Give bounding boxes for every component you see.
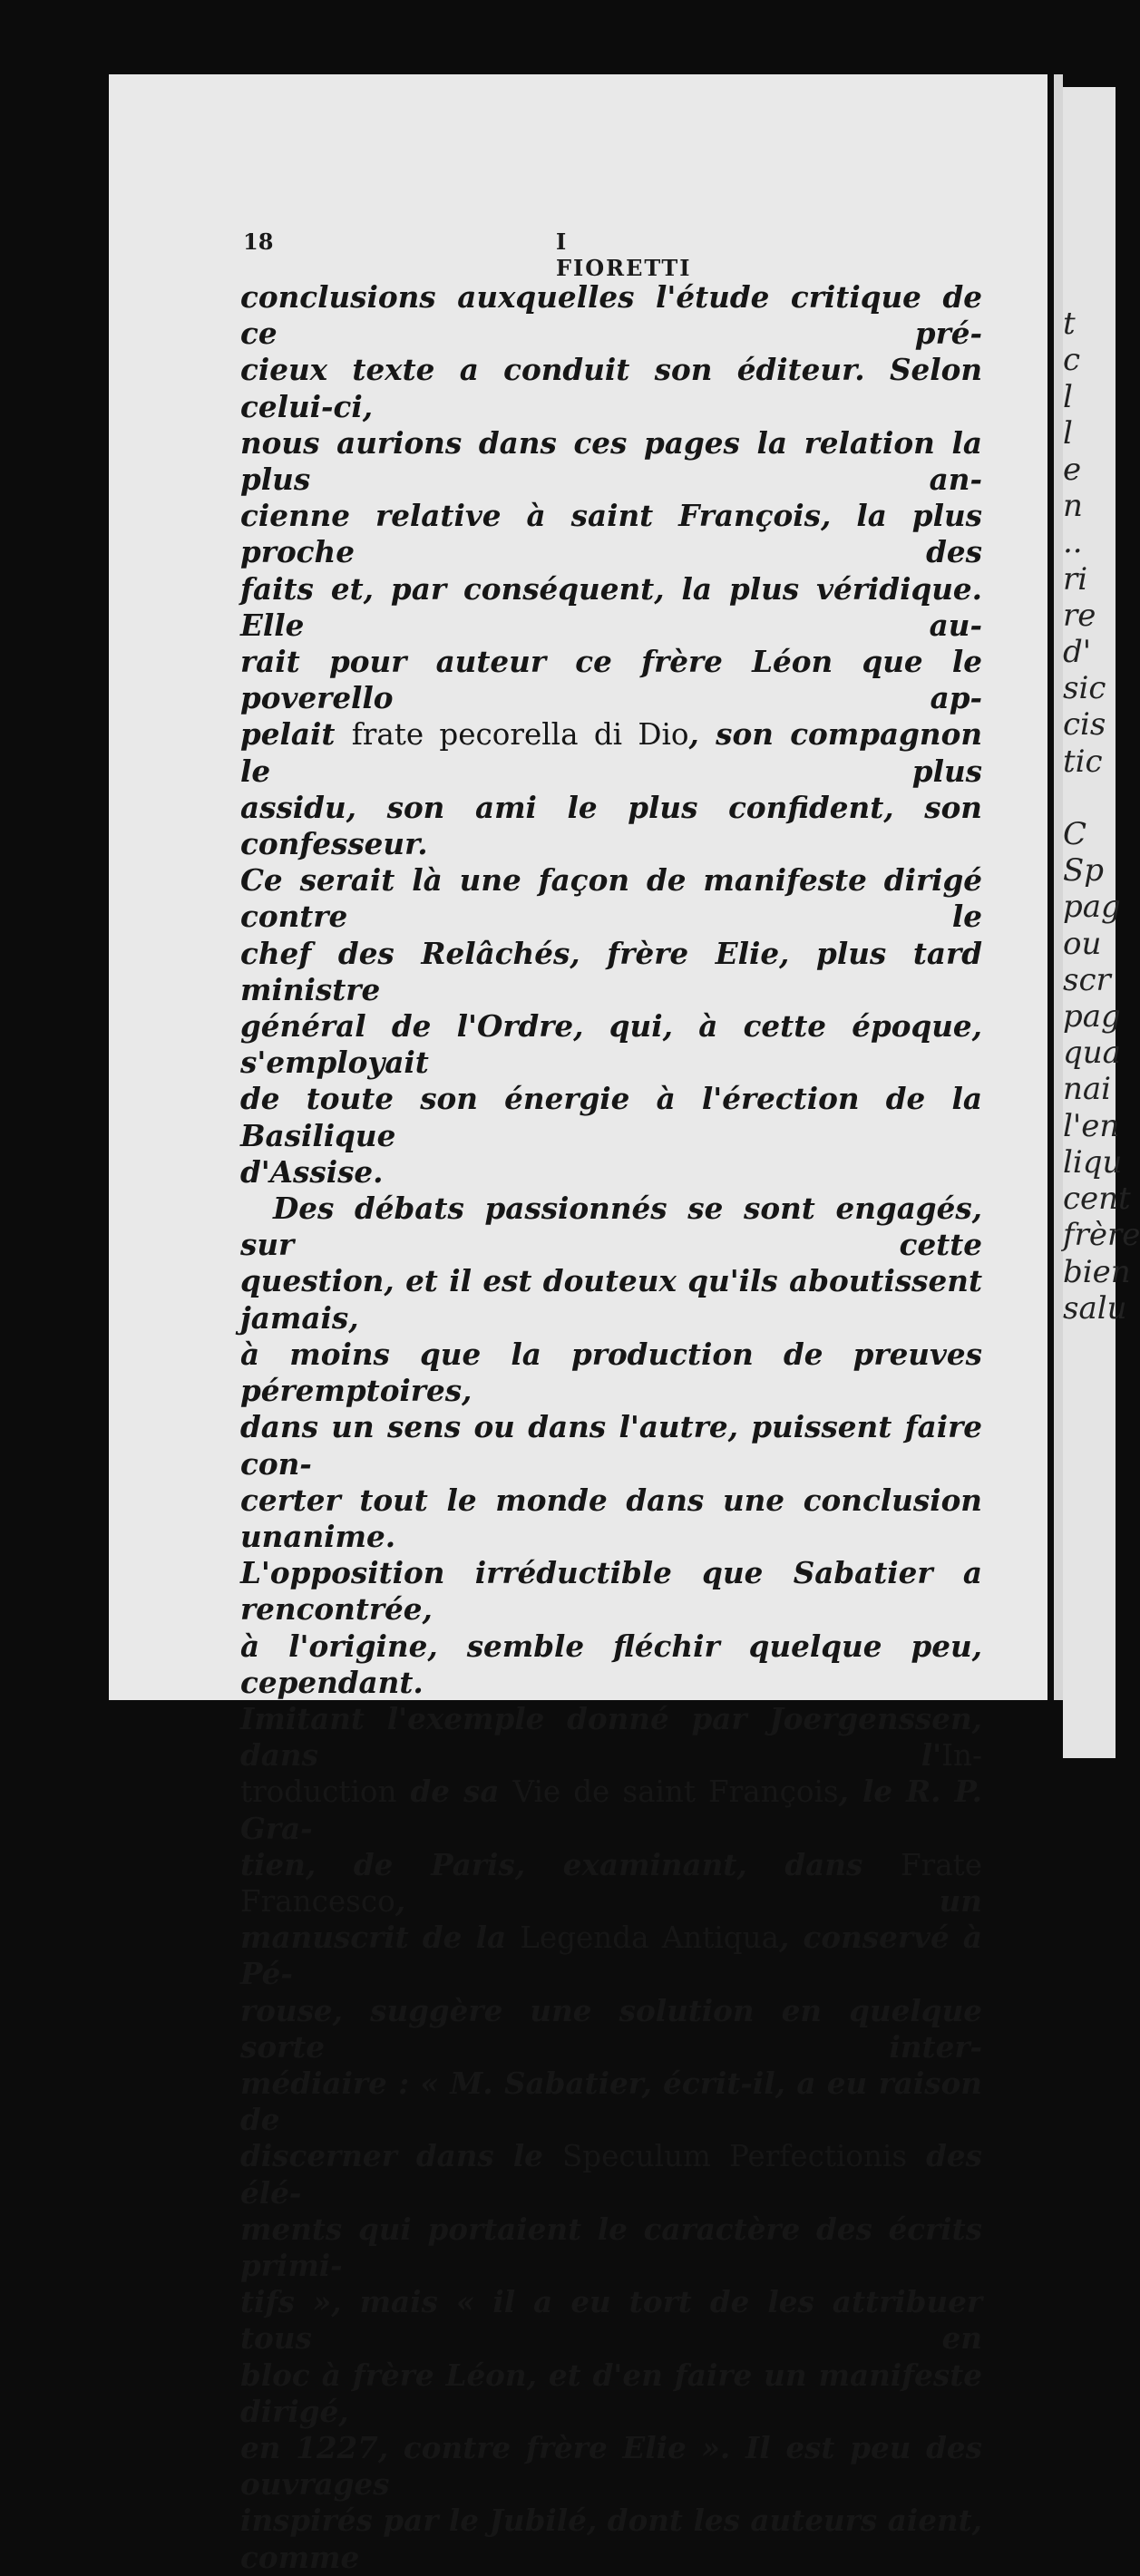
text-line: dans un sens ou dans l'autre, puissent faire con- xyxy=(240,1409,982,1482)
text-line: ments qui portaient le caractère des écrits primi- xyxy=(240,2211,982,2283)
italic-text: , conservé à Pé- xyxy=(240,1920,982,1992)
text-line xyxy=(240,1847,982,1920)
roman-text: Frate Francesco xyxy=(240,1847,982,1919)
page-number: 18 xyxy=(243,228,274,255)
italic-text: discerner dans le xyxy=(240,2138,562,2174)
text-line: général de l'Ordre, qui, à cette époque, s'employait xyxy=(240,1008,982,1081)
body-text xyxy=(240,279,982,2576)
text-line: bloc à frère Léon, et d'en faire un manifeste dirigé, xyxy=(240,2357,982,2429)
next-page-fragment: salu xyxy=(1063,1289,1127,1327)
roman-text: frate pecorella di Dio xyxy=(351,717,689,753)
next-page-fragment xyxy=(1063,780,1116,816)
next-page-fragment: scr xyxy=(1063,961,1111,998)
next-page-fragment: liqu xyxy=(1063,1143,1123,1181)
next-page-fragment: .. xyxy=(1063,524,1083,561)
text-line: assidu, son ami le plus confident, son confesseur. xyxy=(240,789,982,862)
next-page-fragment: l xyxy=(1063,414,1073,452)
text-line: faits et, par conséquent, la plus véridique. Elle au- xyxy=(240,570,982,643)
next-page-fragment xyxy=(1063,87,1116,123)
text-line xyxy=(240,1920,982,1992)
italic-text: Imitant l'exemple donné par Joergenssen, dans l' xyxy=(240,1700,982,1774)
next-page-fragment: cis xyxy=(1063,706,1106,744)
next-page-edge xyxy=(1063,87,1140,1758)
text-line: cienne relative à saint François, la plus proche des xyxy=(240,498,982,570)
text-line: L'opposition irréductible que Sabatier a rencontrée, xyxy=(240,1555,982,1628)
roman-text: troduction xyxy=(240,1774,397,1810)
next-page-fragment xyxy=(1063,269,1116,306)
roman-text: In- xyxy=(941,1738,982,1774)
next-page-fragment: sic xyxy=(1063,670,1106,707)
next-page-fragment xyxy=(1063,197,1116,233)
running-head: I FIORETTI xyxy=(556,228,692,281)
next-page-fragment: d' xyxy=(1063,634,1092,671)
next-page-fragment: n xyxy=(1063,488,1083,525)
next-page-fragment: t xyxy=(1063,306,1076,343)
italic-text: manuscrit de la xyxy=(240,1920,521,1956)
text-line: chef des Relâchés, frère Elie, plus tard ministre xyxy=(240,935,982,1007)
italic-text: pelait xyxy=(240,716,352,753)
text-line: médiaire : « M. Sabatier, écrit-il, a eu raison de xyxy=(240,2065,982,2138)
text-line: rait pour auteur ce frère Léon que le poverello ap- xyxy=(240,644,982,716)
text-line: tifs », mais « il a eu tort de les attribuer tous en xyxy=(240,2284,982,2357)
next-page-fragment: pag xyxy=(1063,998,1121,1035)
next-page-fragment: ou xyxy=(1063,925,1102,962)
next-page-fragment: l xyxy=(1063,378,1073,415)
text-line: question, et il est douteux qu'ils aboutissent jamais, xyxy=(240,1263,982,1336)
next-page-fragment: pag xyxy=(1063,889,1121,926)
text-line: inspirés par le Jubilé, dont les auteurs aient, comme xyxy=(240,2503,982,2575)
next-page-fragment: nai xyxy=(1063,1071,1112,1108)
next-page-fragment: e xyxy=(1063,452,1082,489)
text-line: nous aurions dans ces pages la relation la plus an- xyxy=(240,424,982,498)
text-line xyxy=(240,1774,982,1846)
text-line: conclusions auxquelles l'étude critique de ce pré- xyxy=(240,279,982,352)
italic-text: de sa xyxy=(396,1774,513,1810)
text-line: en 1227, contre frère Elie ». Il est peu des ouvrages xyxy=(240,2429,982,2503)
next-page-fragment: re xyxy=(1063,597,1096,634)
italic-text: des élé- xyxy=(240,2138,982,2211)
roman-text: Speculum Perfectionis xyxy=(561,2139,908,2174)
text-line: Des débats passionnés se sont engagés, sur cette xyxy=(240,1191,982,1263)
italic-text: , son compagnon le plus xyxy=(240,716,983,789)
text-line: d'Assise. xyxy=(240,1153,384,1190)
text-line: certer tout le monde dans une conclusion unanime. xyxy=(240,1482,982,1554)
text-line: rouse, suggère une solution en quelque sorte inter- xyxy=(240,1992,982,2065)
text-line: de toute son énergie à l'érection de la Basilique xyxy=(240,1081,982,1153)
italic-text: , le R. P. Gra- xyxy=(240,1774,982,1846)
roman-text: Legenda Antiqua xyxy=(520,1920,780,1956)
next-page-fragment: Sp xyxy=(1063,852,1105,889)
next-page-fragment xyxy=(1063,160,1116,196)
next-page-fragment: C xyxy=(1063,816,1087,853)
page-edge xyxy=(1054,74,1063,1700)
italic-text: , un xyxy=(395,1882,982,1919)
next-page-fragment: ri xyxy=(1063,560,1088,598)
text-line: à moins que la production de preuves péremptoires, xyxy=(240,1336,982,1409)
next-page-fragment: c xyxy=(1063,342,1081,379)
text-line: à l'origine, semble fléchir quelque peu, cependant. xyxy=(240,1628,982,1700)
next-page-fragment: l'en xyxy=(1063,1107,1120,1144)
roman-text: Vie de saint François xyxy=(512,1774,839,1810)
text-line xyxy=(240,1701,982,1774)
next-page-fragment xyxy=(1063,123,1116,160)
next-page-fragment: tic xyxy=(1063,743,1103,780)
text-line xyxy=(240,2138,982,2211)
next-page-fragment: bien xyxy=(1063,1253,1131,1290)
next-page-fragment xyxy=(1063,233,1116,269)
text-line xyxy=(240,716,982,789)
next-page-fragment: cent xyxy=(1063,1181,1131,1218)
text-line: Ce serait là une façon de manifeste dirigé contre le xyxy=(240,862,982,935)
italic-text: tien, de Paris, examinant, dans xyxy=(240,1846,901,1882)
next-page-fragment: frère xyxy=(1063,1217,1140,1254)
text-line: cieux texte a conduit son éditeur. Selon celui-ci, xyxy=(240,352,982,424)
next-page-fragment: qua xyxy=(1063,1035,1121,1072)
